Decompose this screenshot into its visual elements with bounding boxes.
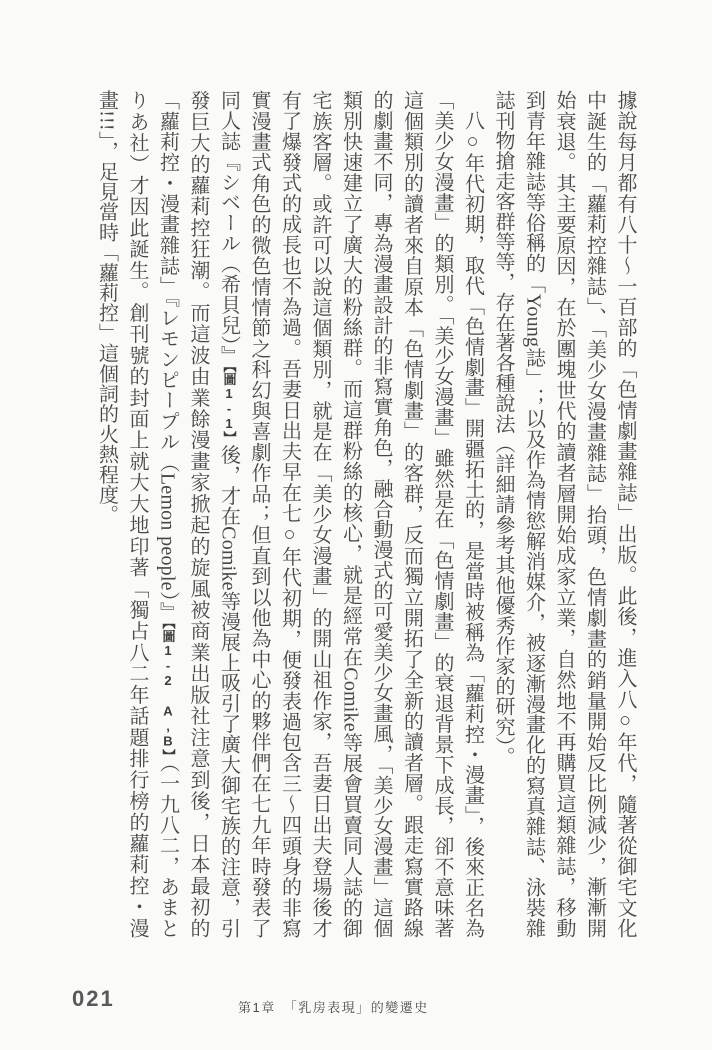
page-number: 021	[72, 986, 115, 1011]
paragraph-2	[91, 90, 488, 938]
chapter-title: 第1章 「乳房表現」的變遷史	[238, 1000, 429, 1015]
paragraph-2-text-1: 八○年代初期，取代「色情劇畫」開疆拓土的，是當時被稱為「蘿莉控・漫畫」，後來正名為「美少女漫畫」的類別。「美少女漫畫」雖然是在「色情劇畫」的衰退背景下成長，卻不意味著這個類別的讀者來自原本「色情劇畫」的客群，反而獨立開拓了全新的讀者層。跟走寫實路線的劇畫不同，專為漫畫設計的非寫實角色，融合動漫式的可愛美少女畫風，「美少女漫畫」這個類別快速建立了廣大的粉絲群。而這群粉絲的核心，就是經常在Comike等展會買賣同人誌的御宅族客層。或許可以說這個類別，就是在「美少女漫畫」的開山祖作家，吾妻日出夫登場後才有了爆發式的成長也不為過。吾妻日出夫早在七○年代初期，便發表過包含三～四頭身的非寫實漫畫式角色的微色情情節之科幻與喜劇作品；但直到以他為中心的夥伴們在七九年時發表了同人誌『シベール（希貝兒）』	[217, 90, 484, 938]
body-text-block	[84, 90, 640, 938]
figure-reference-1-1: 【圖1-1】	[221, 366, 237, 445]
paragraph-1-text: 據說每月都有八十～一百部的「色情劇畫雜誌」出版。此後，進入八○年代，隨著從御宅文化中誕生的「蘿莉控雜誌」、「美少女漫畫雜誌」抬頭，色情劇畫的銷量開始反比例減少，漸漸開始衰退。其主要原因，在於團塊世代的讀者層開始成家立業，自然地不再購買這類雜誌，移動到青年雜誌等俗稱的「Young誌」；以及作為情慾解消媒介，被逐漸漫畫化的寫真雜誌、泳裝雜誌刊物搶走客群等等，存在著各種說法（詳細請參考其他優秀作家的研究）。	[492, 90, 636, 938]
figure-reference-1-2ab: 【圖1-2 A,B】	[160, 622, 176, 763]
paragraph-2-text-3: （一九八二，あまとりあ社）才因此誕生。創刊號的封面上就大大地印著「獨占八二年話題排行榜的蘿莉控・漫畫!!!」，足見當時「蘿莉控」這個詞的火熱程度。	[95, 90, 179, 939]
paragraph-2-text-2: 後，才在Comike等漫展上吸引了廣大御宅族的注意，引發巨大的蘿莉控狂潮。而這波由業餘漫畫家掀起的旋風被商業出版社注意到後，日本最初的「蘿莉控・漫畫雜誌」『レモンピープル（Lemon people）』	[156, 90, 240, 938]
paragraph-1	[488, 90, 641, 938]
